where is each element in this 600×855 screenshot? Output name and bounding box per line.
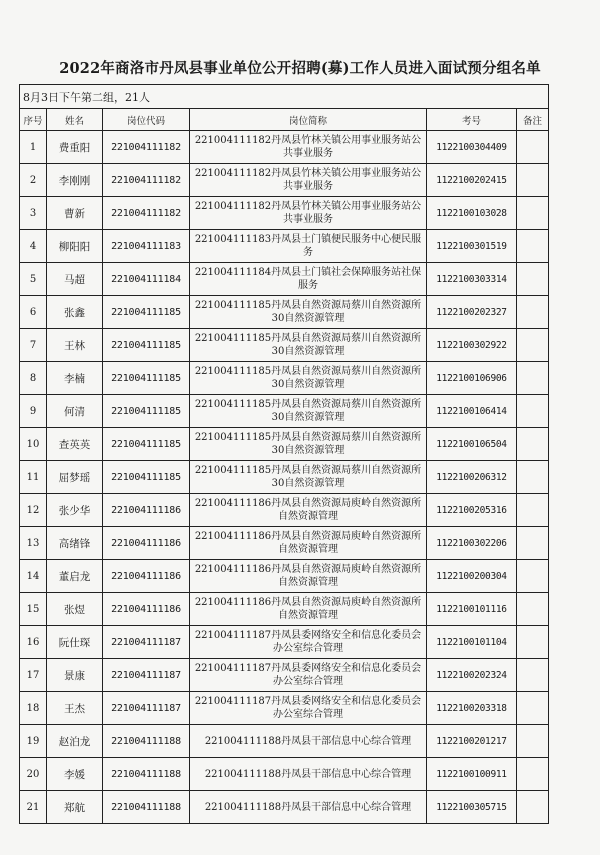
cell-post-short-name: 221004111186丹凤县自然资源局庾岭自然资源所自然资源管理 (190, 527, 427, 560)
cell-remark (517, 494, 549, 527)
cell-remark (517, 758, 549, 791)
table-row (20, 560, 549, 593)
cell-post-short-name: 221004111183丹凤县土门镇便民服务中心便民服务 (190, 230, 427, 263)
cell-post-short-name: 221004111187丹凤县委网络安全和信息化委员会办公室综合管理 (190, 626, 427, 659)
cell-post-code: 221004111187 (103, 626, 190, 659)
cell-post-code: 221004111186 (103, 593, 190, 626)
cell-index: 17 (20, 659, 47, 692)
cell-remark (517, 164, 549, 197)
table-row (20, 659, 549, 692)
cell-post-short-name: 221004111188丹凤县干部信息中心综合管理 (190, 758, 427, 791)
cell-name: 李刚刚 (47, 164, 103, 197)
cell-post-short-name: 221004111184丹凤县土门镇社会保障服务站社保服务 (190, 263, 427, 296)
cell-name: 李楠 (47, 362, 103, 395)
cell-exam-number: 1122100202324 (427, 659, 517, 692)
cell-name: 查英英 (47, 428, 103, 461)
cell-post-short-name: 221004111182丹凤县竹林关镇公用事业服务站公共事业服务 (190, 197, 427, 230)
table-row (20, 626, 549, 659)
cell-name: 何清 (47, 395, 103, 428)
cell-name: 董启龙 (47, 560, 103, 593)
cell-name: 高绪锋 (47, 527, 103, 560)
table-row (20, 263, 549, 296)
cell-name: 赵泊龙 (47, 725, 103, 758)
cell-post-code: 221004111188 (103, 725, 190, 758)
table-row (20, 197, 549, 230)
table-row (20, 131, 549, 164)
cell-post-code: 221004111185 (103, 395, 190, 428)
cell-name: 费重阳 (47, 131, 103, 164)
cell-remark (517, 626, 549, 659)
group-info-row (20, 85, 549, 109)
cell-post-code: 221004111188 (103, 791, 190, 824)
cell-post-short-name: 221004111188丹凤县干部信息中心综合管理 (190, 725, 427, 758)
cell-exam-number: 1122100106504 (427, 428, 517, 461)
cell-post-code: 221004111184 (103, 263, 190, 296)
cell-post-short-name: 221004111186丹凤县自然资源局庾岭自然资源所自然资源管理 (190, 494, 427, 527)
cell-index: 11 (20, 461, 47, 494)
cell-post-short-name: 221004111187丹凤县委网络安全和信息化委员会办公室综合管理 (190, 692, 427, 725)
header-remark: 备注 (517, 109, 549, 131)
cell-remark (517, 263, 549, 296)
cell-exam-number: 1122100202327 (427, 296, 517, 329)
cell-exam-number: 1122100106414 (427, 395, 517, 428)
cell-post-short-name: 221004111187丹凤县委网络安全和信息化委员会办公室综合管理 (190, 659, 427, 692)
cell-name: 王林 (47, 329, 103, 362)
cell-exam-number: 1122100205316 (427, 494, 517, 527)
cell-name: 景康 (47, 659, 103, 692)
cell-post-short-name: 221004111185丹凤县自然资源局蔡川自然资源所30自然资源管理 (190, 362, 427, 395)
cell-name: 屈梦瑶 (47, 461, 103, 494)
cell-post-short-name: 221004111185丹凤县自然资源局蔡川自然资源所30自然资源管理 (190, 428, 427, 461)
cell-post-code: 221004111185 (103, 461, 190, 494)
cell-index: 20 (20, 758, 47, 791)
cell-exam-number: 1122100101104 (427, 626, 517, 659)
cell-post-short-name: 221004111186丹凤县自然资源局庾岭自然资源所自然资源管理 (190, 560, 427, 593)
candidate-table (19, 84, 549, 824)
cell-remark (517, 296, 549, 329)
cell-post-short-name: 221004111188丹凤县干部信息中心综合管理 (190, 791, 427, 824)
cell-remark (517, 329, 549, 362)
cell-index: 4 (20, 230, 47, 263)
cell-index: 14 (20, 560, 47, 593)
cell-name: 曹新 (47, 197, 103, 230)
cell-index: 19 (20, 725, 47, 758)
cell-name: 张少华 (47, 494, 103, 527)
cell-exam-number: 1122100206312 (427, 461, 517, 494)
table-row (20, 758, 549, 791)
document-title: 2022年商洛市丹凤县事业单位公开招聘(募)工作人员进入面试预分组名单 (59, 60, 541, 77)
table-row (20, 527, 549, 560)
table-row (20, 230, 549, 263)
cell-remark (517, 428, 549, 461)
cell-post-code: 221004111187 (103, 692, 190, 725)
cell-index: 5 (20, 263, 47, 296)
table-body (20, 131, 549, 824)
cell-post-short-name: 221004111182丹凤县竹林关镇公用事业服务站公共事业服务 (190, 164, 427, 197)
cell-index: 16 (20, 626, 47, 659)
header-name: 姓名 (47, 109, 103, 131)
cell-index: 3 (20, 197, 47, 230)
cell-exam-number: 1122100305715 (427, 791, 517, 824)
table-header-row (20, 109, 549, 131)
cell-post-code: 221004111186 (103, 494, 190, 527)
cell-name: 阮仕琛 (47, 626, 103, 659)
cell-remark (517, 461, 549, 494)
table-row (20, 428, 549, 461)
cell-remark (517, 692, 549, 725)
table-row (20, 725, 549, 758)
cell-remark (517, 362, 549, 395)
cell-name: 张煜 (47, 593, 103, 626)
header-index: 序号 (20, 109, 47, 131)
cell-post-short-name: 221004111185丹凤县自然资源局蔡川自然资源所30自然资源管理 (190, 461, 427, 494)
table-row (20, 461, 549, 494)
cell-post-short-name: 221004111185丹凤县自然资源局蔡川自然资源所30自然资源管理 (190, 395, 427, 428)
cell-exam-number: 1122100302206 (427, 527, 517, 560)
header-post-short-name: 岗位简称 (190, 109, 427, 131)
cell-remark (517, 560, 549, 593)
cell-remark (517, 230, 549, 263)
table-row (20, 395, 549, 428)
cell-remark (517, 725, 549, 758)
cell-index: 13 (20, 527, 47, 560)
cell-index: 12 (20, 494, 47, 527)
cell-name: 郑航 (47, 791, 103, 824)
cell-exam-number: 1122100304409 (427, 131, 517, 164)
header-exam-number: 考号 (427, 109, 517, 131)
cell-index: 2 (20, 164, 47, 197)
cell-post-short-name: 221004111185丹凤县自然资源局蔡川自然资源所30自然资源管理 (190, 329, 427, 362)
group-info: 8月3日下午第二组，21人 (20, 85, 549, 109)
cell-post-short-name: 221004111182丹凤县竹林关镇公用事业服务站公共事业服务 (190, 131, 427, 164)
cell-index: 18 (20, 692, 47, 725)
cell-name: 王杰 (47, 692, 103, 725)
cell-post-code: 221004111188 (103, 758, 190, 791)
cell-index: 7 (20, 329, 47, 362)
cell-index: 1 (20, 131, 47, 164)
cell-post-code: 221004111185 (103, 329, 190, 362)
table-row (20, 593, 549, 626)
cell-post-short-name: 221004111186丹凤县自然资源局庾岭自然资源所自然资源管理 (190, 593, 427, 626)
cell-name: 李媛 (47, 758, 103, 791)
cell-post-code: 221004111186 (103, 527, 190, 560)
cell-remark (517, 395, 549, 428)
cell-exam-number: 1122100106906 (427, 362, 517, 395)
table-row (20, 791, 549, 824)
header-post-code: 岗位代码 (103, 109, 190, 131)
table-row (20, 329, 549, 362)
cell-post-code: 221004111183 (103, 230, 190, 263)
cell-remark (517, 131, 549, 164)
table-row (20, 362, 549, 395)
cell-post-code: 221004111186 (103, 560, 190, 593)
cell-remark (517, 197, 549, 230)
cell-post-code: 221004111185 (103, 362, 190, 395)
cell-exam-number: 1122100100911 (427, 758, 517, 791)
cell-post-code: 221004111182 (103, 131, 190, 164)
cell-name: 张鑫 (47, 296, 103, 329)
cell-post-code: 221004111185 (103, 428, 190, 461)
cell-post-code: 221004111182 (103, 197, 190, 230)
cell-exam-number: 1122100303314 (427, 263, 517, 296)
cell-name: 柳阳阳 (47, 230, 103, 263)
cell-index: 9 (20, 395, 47, 428)
cell-name: 马超 (47, 263, 103, 296)
cell-post-short-name: 221004111185丹凤县自然资源局蔡川自然资源所30自然资源管理 (190, 296, 427, 329)
cell-exam-number: 1122100302922 (427, 329, 517, 362)
table-row (20, 164, 549, 197)
cell-remark (517, 659, 549, 692)
cell-exam-number: 1122100101116 (427, 593, 517, 626)
cell-exam-number: 1122100103028 (427, 197, 517, 230)
cell-exam-number: 1122100202415 (427, 164, 517, 197)
table-row (20, 692, 549, 725)
cell-remark (517, 593, 549, 626)
cell-index: 6 (20, 296, 47, 329)
cell-index: 10 (20, 428, 47, 461)
cell-index: 15 (20, 593, 47, 626)
table-row (20, 494, 549, 527)
cell-post-code: 221004111185 (103, 296, 190, 329)
cell-post-code: 221004111187 (103, 659, 190, 692)
cell-exam-number: 1122100201217 (427, 725, 517, 758)
table-row (20, 296, 549, 329)
cell-remark (517, 791, 549, 824)
cell-index: 8 (20, 362, 47, 395)
cell-index: 21 (20, 791, 47, 824)
cell-exam-number: 1122100301519 (427, 230, 517, 263)
cell-remark (517, 527, 549, 560)
cell-exam-number: 1122100203318 (427, 692, 517, 725)
cell-exam-number: 1122100200304 (427, 560, 517, 593)
cell-post-code: 221004111182 (103, 164, 190, 197)
